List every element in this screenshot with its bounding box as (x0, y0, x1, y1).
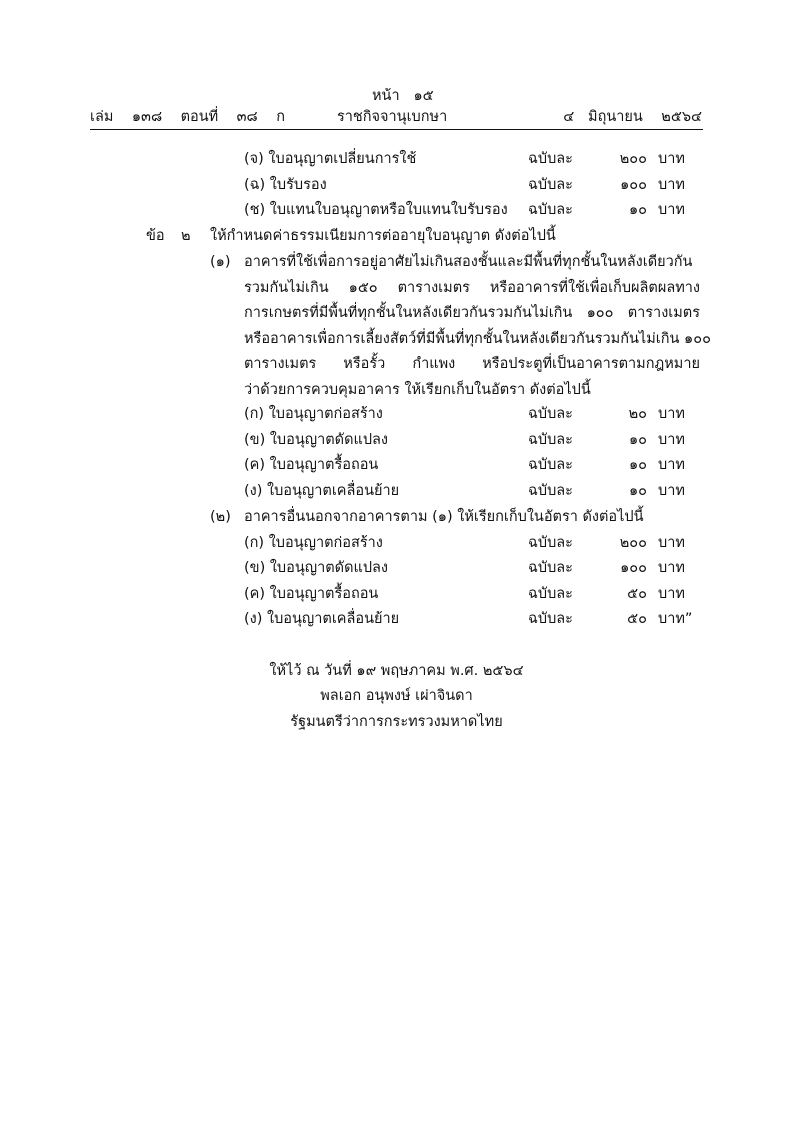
page-number-line (372, 86, 434, 106)
paragraph-line: อาคารที่ใช้เพื่อการอยู่อาศัยไม่เกินสองชั้นและมีพื้นที่ทุกชั้นในหลังเดียวกัน (244, 254, 693, 270)
paragraph-line: หรืออาคารเพื่อการเลี้ยงสัตว์ที่มีพื้นที่ทุกชั้นในหลังเดียวกันรวมกันไม่เกิน ๑๐๐ (244, 330, 711, 347)
volume-label: เล่ม (90, 109, 114, 125)
signer-name: พลเอก อนุพงษ์ เผ่าจินดา (320, 688, 473, 704)
clause-text: ให้กำหนดค่าธรรมเนียมการต่ออายุใบอนุญาต ดังต่อไปนี้ (210, 228, 556, 244)
fee-label: (ค) ใบอนุญาตรื้อถอน (244, 586, 379, 602)
gazette-name: ราชกิจจานุเบกษา (337, 109, 448, 125)
section-letter: ก (276, 109, 285, 125)
volume-number: ๑๓๘ (131, 109, 163, 125)
given-date-line: ให้ไว้ ณ วันที่ ๑๙ พฤษภาคม พ.ศ. ๒๕๖๔ (269, 663, 524, 679)
fee-amount: ๑๐ (628, 457, 647, 473)
item-number: (๒) (210, 509, 231, 525)
item-number: (๑) (210, 254, 231, 270)
fee-per: ฉบับละ (528, 202, 573, 218)
fee-per: ฉบับละ (528, 611, 573, 627)
fee-per: ฉบับละ (528, 483, 573, 499)
fee-label: (ก) ใบอนุญาตก่อสร้าง (244, 535, 383, 551)
fee-unit: บาท (658, 535, 685, 551)
fee-amount: ๒๐๐ (619, 151, 647, 167)
fee-label: (ข) ใบอนุญาตดัดแปลง (244, 432, 389, 448)
fee-unit: บาท (658, 151, 685, 167)
page-number: ๑๕ (413, 88, 434, 104)
fee-amount: ๑๐๐ (620, 560, 647, 576)
fee-unit: บาท (658, 406, 685, 422)
fee-label: (ง) ใบอนุญาตเคลื่อนย้าย (244, 611, 400, 627)
fee-unit: บาท (658, 432, 685, 448)
fee-per: ฉบับละ (528, 432, 573, 448)
fee-unit: บาท (658, 586, 685, 602)
volume-info (90, 107, 285, 127)
fee-amount: ๕๐ (627, 586, 647, 602)
issue-label: ตอนที่ (180, 109, 219, 125)
fee-unit: บาท (658, 202, 685, 218)
fee-label: (ฉ) ใบรับรอง (244, 177, 327, 193)
issue-number: ๓๘ (236, 109, 258, 125)
fee-label: (ข) ใบอนุญาตดัดแปลง (244, 560, 389, 576)
fee-amount: ๕๐ (627, 611, 647, 627)
fee-per: ฉบับละ (528, 586, 573, 602)
fee-per: ฉบับละ (528, 535, 573, 551)
fee-amount: ๑๐ (628, 483, 647, 499)
page-label: หน้า (372, 88, 400, 104)
fee-unit: บาท (658, 457, 685, 473)
fee-amount: ๑๐ (628, 202, 647, 218)
item-text: อาคารอื่นนอกจากอาคารตาม (๑) ให้เรียกเก็บในอัตรา ดังต่อไปนี้ (244, 509, 644, 525)
fee-label: (ช) ใบแทนใบอนุญาตหรือใบแทนใบรับรอง (244, 202, 508, 218)
gazette-date (563, 107, 702, 127)
fee-label: (ง) ใบอนุญาตเคลื่อนย้าย (244, 483, 400, 499)
fee-unit: บาท (658, 177, 685, 193)
fee-unit: บาท (658, 483, 685, 499)
fee-amount: ๑๐ (628, 432, 647, 448)
fee-label: (ค) ใบอนุญาตรื้อถอน (244, 457, 379, 473)
date-year: ๒๕๖๔ (661, 109, 702, 125)
fee-unit: บาท” (658, 611, 693, 627)
paragraph-line: ตารางเมตร หรือรั้ว กำแพง หรือประตูที่เป็นอาคารตามกฎหมาย (244, 356, 700, 372)
clause-label: ข้อ (146, 228, 165, 244)
fee-label: (ก) ใบอนุญาตก่อสร้าง (244, 406, 383, 422)
signer-position: รัฐมนตรีว่าการกระทรวงมหาดไทย (290, 714, 503, 730)
date-day: ๔ (563, 109, 575, 125)
paragraph-line: การเกษตรที่มีพื้นที่ทุกชั้นในหลังเดียวกันรวมกันไม่เกิน ๑๐๐ ตารางเมตร (244, 305, 700, 321)
header-rule (90, 129, 703, 130)
fee-unit: บาท (658, 560, 685, 576)
paragraph-line: ว่าด้วยการควบคุมอาคาร ให้เรียกเก็บในอัตรา ดังต่อไปนี้ (244, 381, 591, 398)
clause-number: ๒ (181, 228, 191, 244)
fee-amount: ๒๐๐ (619, 535, 647, 551)
fee-per: ฉบับละ (528, 151, 573, 167)
fee-per: ฉบับละ (528, 177, 573, 193)
fee-per: ฉบับละ (528, 457, 573, 473)
fee-per: ฉบับละ (528, 406, 573, 422)
fee-per: ฉบับละ (528, 560, 573, 576)
date-month: มิถุนายน (588, 109, 643, 125)
fee-label: (จ) ใบอนุญาตเปลี่ยนการใช้ (244, 151, 417, 167)
fee-amount: ๑๐๐ (620, 177, 647, 193)
fee-amount: ๒๐ (628, 406, 647, 422)
paragraph-line: รวมกันไม่เกิน ๑๕๐ ตารางเมตร หรืออาคารที่ใช้เพื่อเก็บผลิตผลทาง (244, 279, 700, 296)
